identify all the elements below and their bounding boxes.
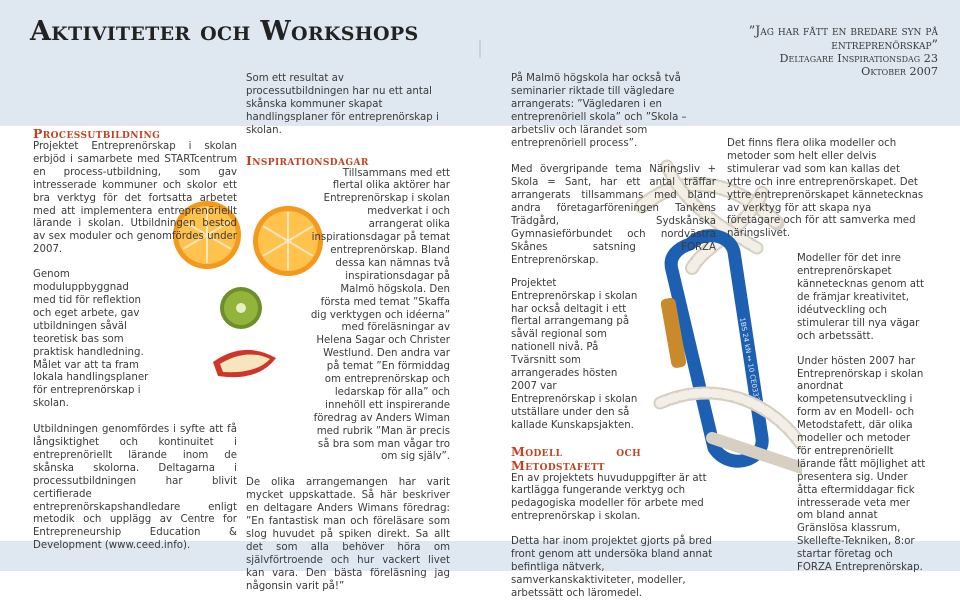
modeller-text-3: Under hösten 2007 har Entreprenörskap i skolan anordnat kompetensutveckling i form av en Modell- och Metodstafett, där olika modeller och metoder för entreprenöriellt lärande fått möjlighet att presentera sig. Under åtta eftermiddagar fick intresserade veta mer om bland annat Gränslösa klassrum, Skellefte-Tekniken, 8:or startar företag och FORZA Entreprenörskap.	[797, 355, 926, 574]
inspirationsdagar-text-2: De olika arrangemangen har varit mycket uppskattade. Så här beskriver en deltagare Anders Wimans föredrag: ”En fantastisk man och föreläsare som slog huvudet på spiken direkt. Sa allt det som alla behöver höra om självförtroende och hur vackert livet kan vara. Den bästa föreläsning jag någonsin varit på!”	[246, 477, 450, 592]
naringsliv-skola-text: Med övergripande tema Näringsliv + Skola = Sant, har ett antal träffar arrangerats tillsammans med bland andra företagarföreningen Tankens Trädgård, Sydskånska Gymnasieförbundet och nordvästra Skånes satsning FORZA Entreprenörskap.	[511, 164, 716, 266]
modeller-text-1: Det finns flera olika modeller och metoder som helt eller delvis stimulerar vad som kan kallas det yttre och inre entreprenörskapet. Det yttre entreprenörskapet kännetecknas av verktyg för att skapa nya företagare och för att samverka med näringslivet.	[727, 138, 924, 240]
page-title: Aktiviteter och Workshops	[30, 16, 419, 47]
modell-metodstafett-text-1: En av projektets huvuduppgifter är att kartlägga fungerande verktyg och pedagogiska modeller för arbete med entreprenörskap i skolan.	[511, 472, 707, 523]
modell-metodstafett-text-2: Detta har inom projektet gjorts på bred front genom att undersöka bland annat befintliga nätverk, samverkanskaktiviteter, modeller, arbetssätt och läromedel.	[511, 536, 713, 599]
quote-text: ”Jag har fått en bredare syn på entreprenörskap”	[748, 23, 938, 53]
heading-modell-metodstafett: Modell och Metodstafett	[511, 443, 641, 473]
page-fold	[479, 40, 481, 58]
seminarier-intro: På Malmö högskola har också två seminarier riktade till vägledare arrangerats: ”Vägledaren i en entreprenöriell skola” och ”Skola – arbetsliv och lärandet som entreprenöriell process”.	[511, 73, 687, 149]
processutbildning-text-3: Utbildningen genomfördes i syfte att få långsiktighet och kontinuitet i entreprenöriellt lärande inom de skånska skolorna. Deltagarna i processutbildningen har blivit certifierade entreprenörskapshandledare enligt metodik och upplägg av Centre for Entrepreneurship Education & Development (www.ceed.info).	[33, 424, 237, 552]
heading-inspirationsdagar: Inspirationsdagar	[246, 152, 369, 168]
column-inspirationsdagar	[246, 73, 450, 594]
modeller-text-2: Modeller för det inre entreprenörskapet kännetecknas genom att de främjar kreativitet, idéutveckling och stimulerar till nya vägar och arbetssätt.	[797, 253, 924, 342]
column-processutbildning	[33, 127, 237, 553]
carabiner-text: 1BS 24 kN ↔ 10 CE0333	[738, 316, 761, 402]
quote-attribution: Deltagare Inspirationsdag 23 Oktober 2007	[779, 52, 938, 78]
processutbildning-text-1: Projektet Entreprenörskap i skolan erbjöd i samarbete med STARTcentrum en process-utbildning, som gav intresserade kommuner och skolor ett bra verktyg för det fortsatta arbetet med att implementera entreprenöriellt lärande i skolan. Utbildningen bestod av sex moduler och genomfördes under 2007.	[33, 141, 237, 256]
inspirationsdagar-text-1: Tillsammans med ett flertal olika aktörer har Entreprenörskap i skolan medverkat i och arrangerat olika inspirationsdagar på temat entreprenörskap. Bland dessa kan nämnas två inspirationsdagar på Malmö högskola. Den första med temat ”Skaffa dig verktygen och idéerna” med föreläsningar av Helena Sagar och Christer Westlund. Den andra var på temat ”En förmiddag om entreprenörskap och ledarskap för alla” och innehöll ett inspirerande föredrag av Anders Wiman med rubrik ”Man är precis så bra som man vågar tro om sig själv”.	[310, 167, 450, 463]
heading-processutbildning: Processutbildning	[33, 126, 161, 141]
processutbildning-text-2: Genom moduluppbyggnad med tid för reflektion och eget arbete, gav utbildningen såväl teoretisk bas som praktisk handledning. Målet var att ta fram lokala handlingsplaner för entreprenörskap i skolan.	[33, 269, 149, 410]
column-modeller	[727, 138, 927, 575]
inspirationsdagar-intro: Som ett resultat av processutbildningen har nu ett antal skånska kommuner skapat handlingsplaner för entreprenörskap i skolan.	[246, 73, 439, 136]
column-modell-metodstafett	[511, 73, 716, 601]
deltagit-text: Projektet Entreprenörskap i skolan har också deltagit i ett flertal arrangemang på såväl regional som nationell nivå. På Tvärsnitt som arrangerades hösten 2007 var Entreprenörskap i skolan utställare under den så kallade Kunskapsjakten.	[511, 277, 638, 431]
